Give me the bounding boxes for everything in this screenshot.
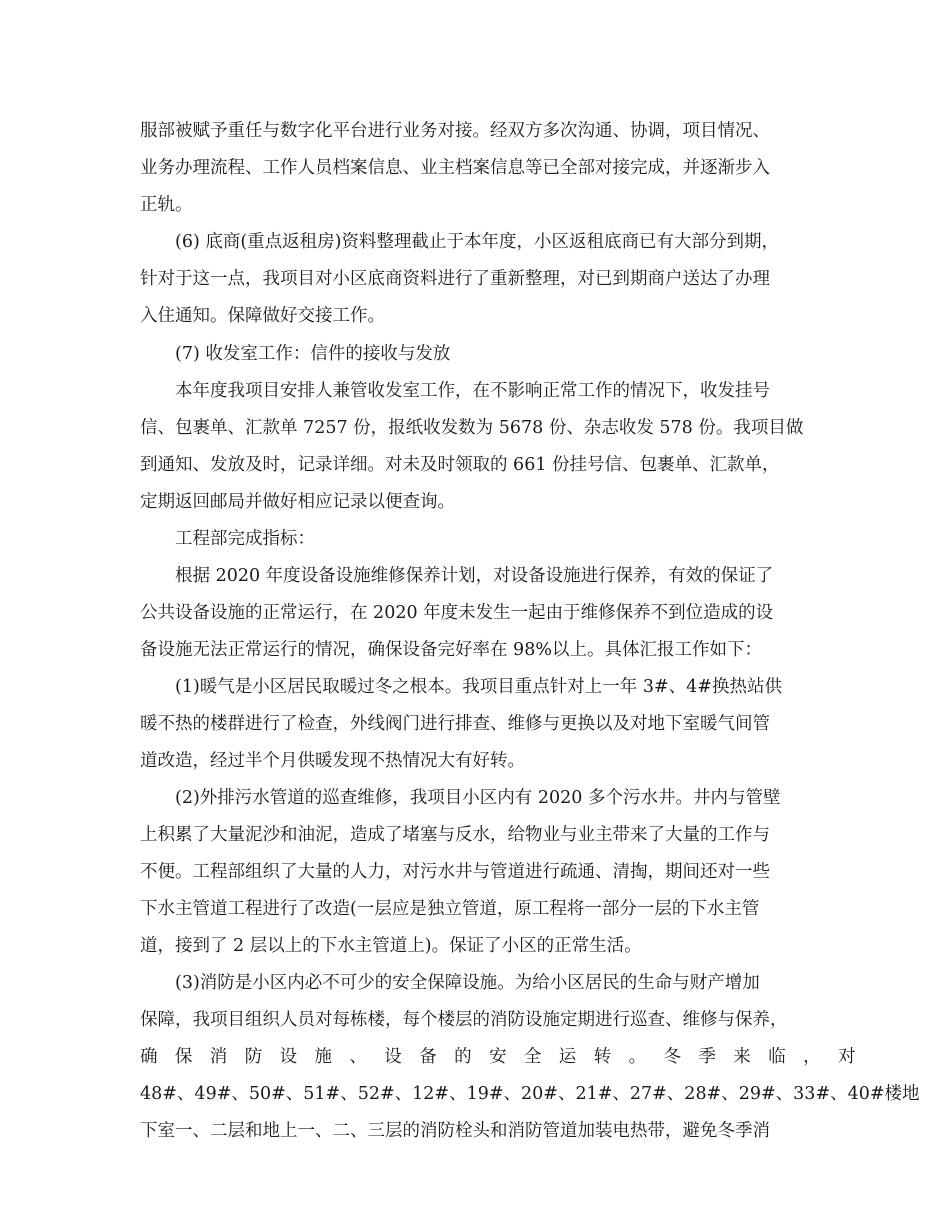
- text-line: 道改造，经过半个月供暖发现不热情况大有好转。: [140, 751, 525, 771]
- text-line: 根据 2020 年度设备设施维修保养计划，对设备设施进行保养，有效的保证了: [175, 566, 774, 586]
- text-line: 上积累了大量泥沙和油泥，造成了堵塞与反水，给物业与业主带来了大量的工作与: [140, 825, 770, 845]
- text-line: 确保消防设施、设备的安全运转。冬季来临，对: [140, 1047, 873, 1067]
- text-line: 服部被赋予重任与数字化平台进行业务对接。经双方多次沟通、协调，项目情况、: [140, 121, 770, 141]
- text-line: (1)暖气是小区居民取暖过冬之根本。我项目重点针对上一年 3#、4#换热站供: [175, 677, 782, 697]
- text-line: 不便。工程部组织了大量的人力，对污水井与管道进行疏通、清掏，期间还对一些: [140, 862, 770, 882]
- text-line: 暖不热的楼群进行了检查，外线阀门进行排查、维修与更换以及对地下室暖气间管: [140, 714, 770, 734]
- text-line: 道，接到了 2 层以上的下水主管道上)。保证了小区的正常生活。: [140, 936, 642, 956]
- text-line: 入住通知。保障做好交接工作。: [140, 306, 385, 326]
- text-line: 下水主管道工程进行了改造(一层应是独立管道，原工程将一部分一层的下水主管: [140, 899, 760, 919]
- text-line: 公共设备设施的正常运行，在 2020 年度未发生一起由于维修保养不到位造成的设: [140, 603, 774, 623]
- text-line: (3)消防是小区内必不可少的安全保障设施。为给小区居民的生命与财产增加: [175, 973, 760, 993]
- text-line: 定期返回邮局并做好相应记录以便查询。: [140, 492, 455, 512]
- text-line: 信、包裹单、汇款单 7257 份，报纸收发数为 5678 份、杂志收发 578 份。我项目做: [140, 418, 804, 438]
- text-line: 针对于这一点，我项目对小区底商资料进行了重新整理，对已到期商户送达了办理: [140, 269, 770, 289]
- text-line: 到通知、发放及时，记录详细。对未及时领取的 661 份挂号信、包裹单、汇款单，: [140, 455, 780, 475]
- text-line: 本年度我项目安排人兼管收发室工作，在不影响正常工作的情况下，收发挂号: [175, 381, 770, 401]
- text-line: 业务办理流程、工作人员档案信息、业主档案信息等已全部对接完成，并逐渐步入: [140, 158, 770, 178]
- text-line: 48#、49#、50#、51#、52#、12#、19#、20#、21#、27#、28#、29#、33#、40#楼地: [140, 1084, 920, 1104]
- text-line: 正轨。: [140, 195, 193, 215]
- text-line: 备设施无法正常运行的情况，确保设备完好率在 98%以上。具体汇报工作如下：: [140, 640, 762, 660]
- text-line: (2)外排污水管道的巡查维修，我项目小区内有 2020 多个污水井。井内与管壁: [175, 788, 781, 808]
- text-line: (6) 底商(重点返租房)资料整理截止于本年度，小区返租底商已有大部分到期，: [175, 232, 780, 252]
- text-line: 保障，我项目组织人员对每栋楼，每个楼层的消防设施定期进行巡查、维修与保养，: [140, 1010, 788, 1030]
- text-line: (7) 收发室工作：信件的接收与发放: [175, 344, 451, 364]
- text-line: 下室一、二层和地上一、二、三层的消防栓头和消防管道加装电热带，避免冬季消: [140, 1121, 770, 1141]
- section-heading: 工程部完成指标：: [175, 529, 315, 549]
